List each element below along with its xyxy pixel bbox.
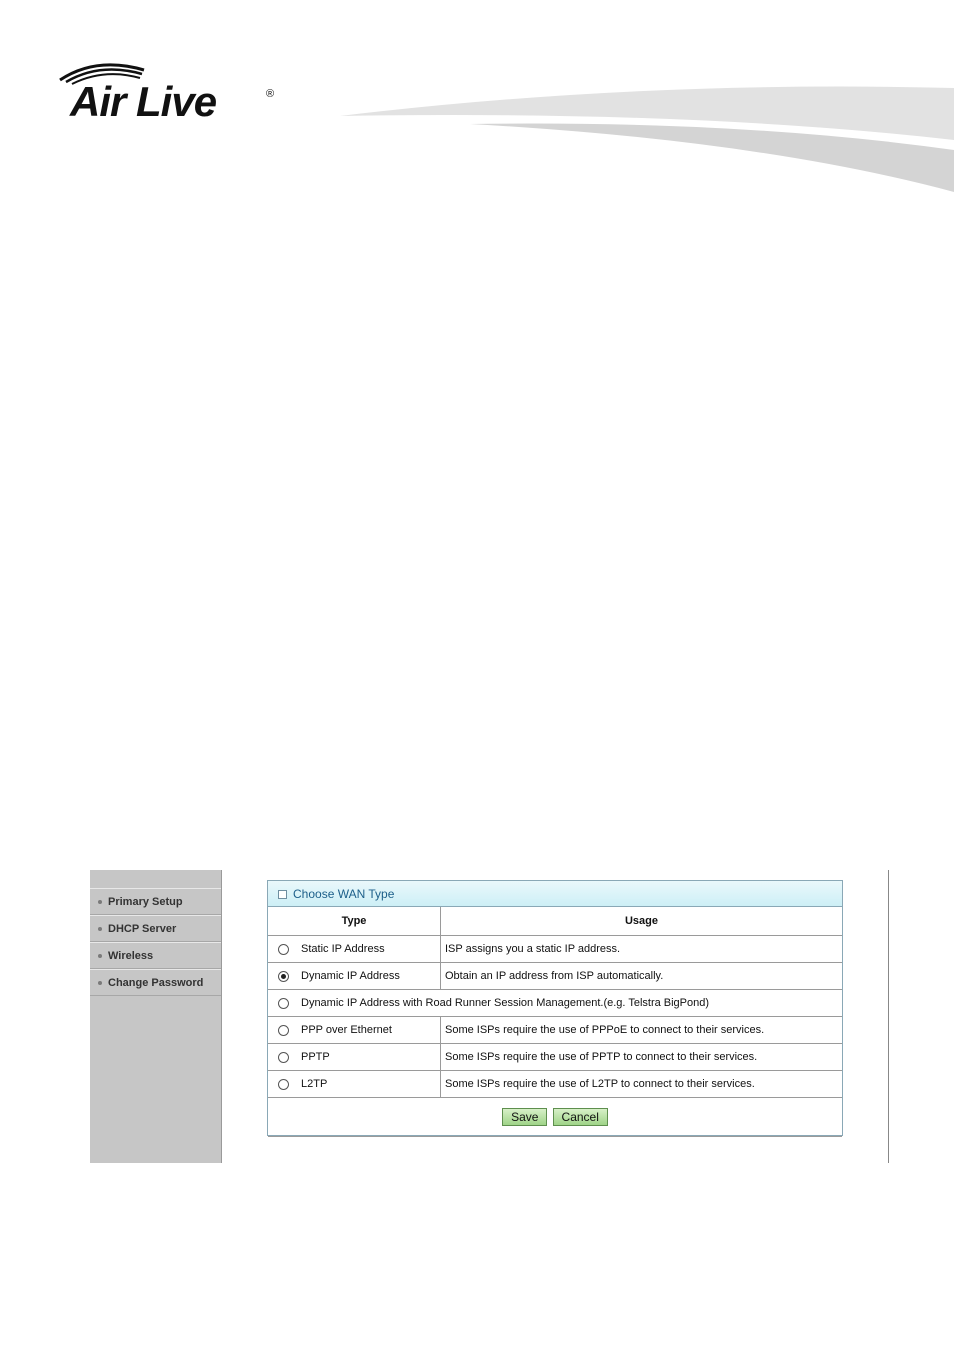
sidebar-item-label: Change Password <box>108 977 204 989</box>
usage-cell: Some ISPs require the use of L2TP to connect to their services. <box>441 1071 843 1098</box>
table-row <box>268 1071 842 1098</box>
radio-road-runner[interactable] <box>278 998 289 1009</box>
cancel-button[interactable]: Cancel <box>553 1108 608 1126</box>
sidebar-item-primary-setup[interactable] <box>90 888 221 915</box>
usage-cell: ISP assigns you a static IP address. <box>441 936 843 963</box>
table-header-row <box>268 907 842 936</box>
table-row <box>268 963 842 990</box>
column-header-usage: Usage <box>441 907 843 936</box>
table-row <box>268 990 842 1017</box>
sidebar <box>90 870 222 1163</box>
type-label: L2TP <box>301 1078 328 1090</box>
button-cell <box>268 1098 842 1137</box>
bullet-icon <box>98 981 102 985</box>
type-cell <box>268 1017 441 1044</box>
type-cell <box>268 963 441 990</box>
radio-l2tp[interactable] <box>278 1079 289 1090</box>
wan-type-table <box>268 907 842 1137</box>
panel-title <box>268 881 842 907</box>
type-cell <box>268 1044 441 1071</box>
table-row <box>268 936 842 963</box>
column-header-type: Type <box>268 907 441 936</box>
type-label: Dynamic IP Address <box>301 970 400 982</box>
table-row <box>268 1044 842 1071</box>
usage-cell: Obtain an IP address from ISP automatically. <box>441 963 843 990</box>
sidebar-menu <box>90 888 221 996</box>
header-swoosh-graphic <box>340 80 954 200</box>
sidebar-item-label: Primary Setup <box>108 896 183 908</box>
type-label: Static IP Address <box>301 943 385 955</box>
radio-dynamic-ip[interactable] <box>278 971 289 982</box>
usage-cell: Some ISPs require the use of PPTP to connect to their services. <box>441 1044 843 1071</box>
bullet-icon <box>98 954 102 958</box>
type-label: PPTP <box>301 1051 330 1063</box>
sidebar-item-wireless[interactable] <box>90 942 221 969</box>
save-button[interactable]: Save <box>502 1108 547 1126</box>
sidebar-item-dhcp-server[interactable] <box>90 915 221 942</box>
type-cell <box>268 990 842 1017</box>
table-row <box>268 1017 842 1044</box>
sidebar-item-label: DHCP Server <box>108 923 177 935</box>
type-cell <box>268 936 441 963</box>
registered-mark: ® <box>266 88 275 100</box>
radio-pptp[interactable] <box>278 1052 289 1063</box>
frame-divider <box>888 870 889 1163</box>
square-icon <box>278 890 287 899</box>
type-cell <box>268 1071 441 1098</box>
bullet-icon <box>98 927 102 931</box>
wan-type-panel <box>267 880 843 1136</box>
radio-pppoe[interactable] <box>278 1025 289 1036</box>
router-ui-screenshot <box>90 870 890 1163</box>
logo-wordmark: Air Live <box>70 78 217 125</box>
sidebar-item-change-password[interactable] <box>90 969 221 996</box>
type-label: Dynamic IP Address with Road Runner Session Management.(e.g. Telstra BigPond) <box>301 997 710 1009</box>
sidebar-item-label: Wireless <box>108 950 154 962</box>
radio-static-ip[interactable] <box>278 944 289 955</box>
airlive-logo <box>56 58 286 128</box>
panel-title-text: Choose WAN Type <box>293 887 395 901</box>
type-label: PPP over Ethernet <box>301 1024 392 1036</box>
bullet-icon <box>98 900 102 904</box>
usage-cell: Some ISPs require the use of PPPoE to connect to their services. <box>441 1017 843 1044</box>
button-row <box>268 1098 842 1137</box>
